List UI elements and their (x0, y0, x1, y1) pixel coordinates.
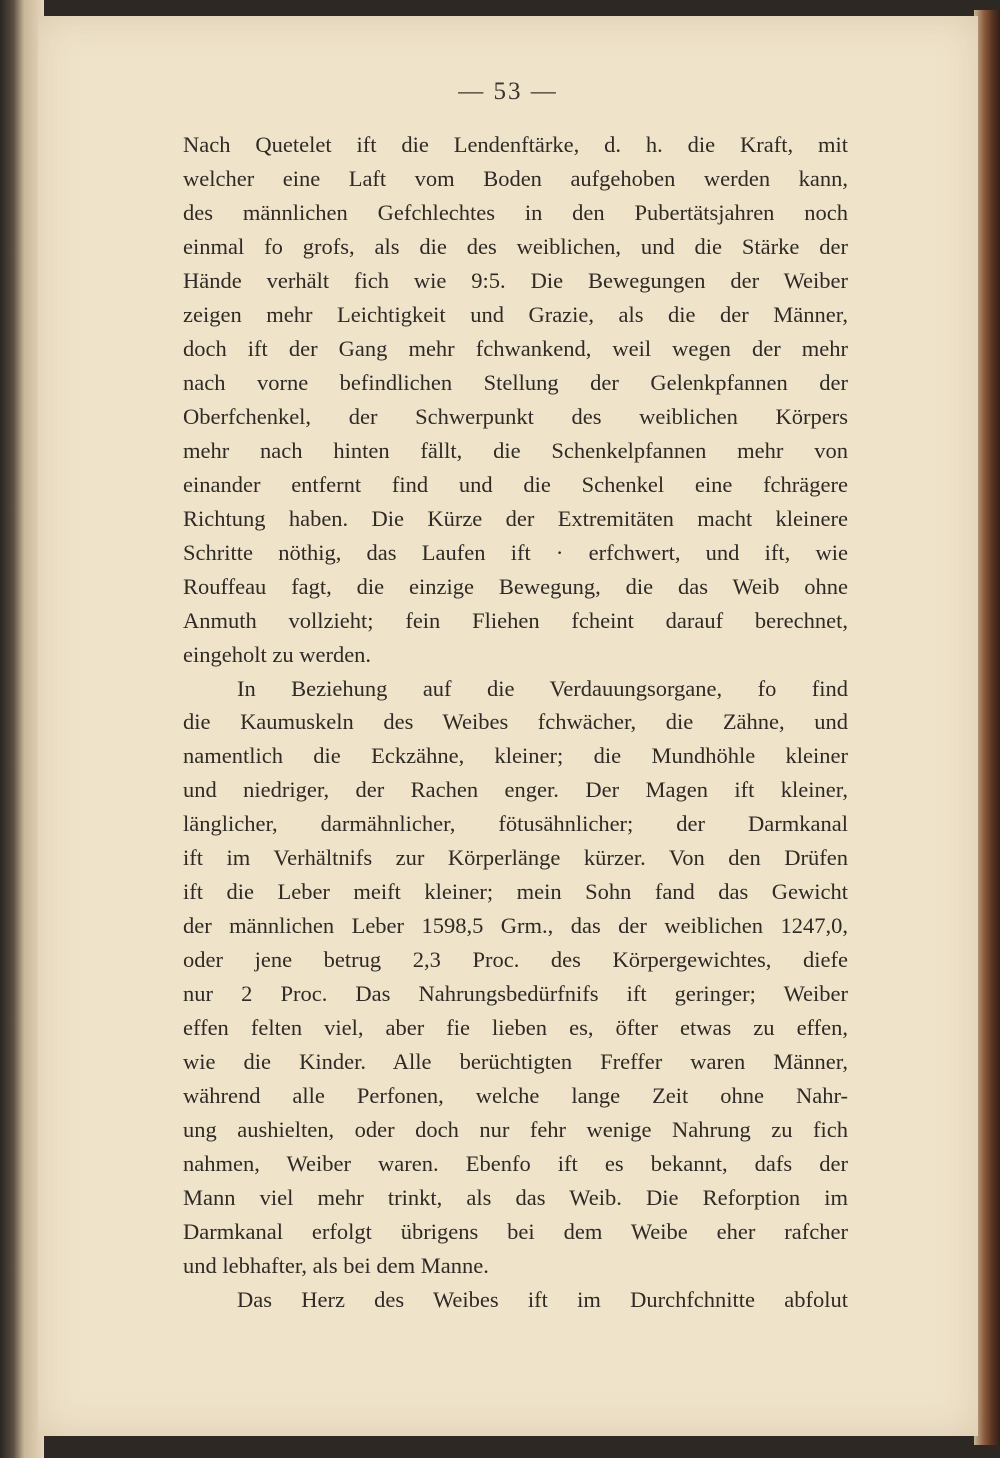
text-line: ift die Leber meift kleiner; mein Sohn fand das Gewicht (183, 879, 848, 905)
page-number: — 53 — (458, 78, 558, 105)
text-line: nahmen, Weiber waren. Ebenfo ift es bekannt, dafs der (183, 1151, 848, 1177)
text-line: zeigen mehr Leichtigkeit und Grazie, als die der Männer, (183, 301, 848, 327)
page-sheet (38, 16, 978, 1436)
text-line: Oberfchenkel, der Schwerpunkt des weiblichen Körpers (183, 403, 848, 429)
text-line: Rouffeau fagt, die einzige Bewegung, die das Weib ohne (183, 573, 848, 599)
text-line: welcher eine Laft vom Boden aufgehoben werden kann, (183, 165, 848, 191)
text-line: während alle Perfonen, welche lange Zeit ohne Nahr- (183, 1083, 848, 1109)
text-line: Mann viel mehr trinkt, als das Weib. Die Reforption im (183, 1185, 848, 1211)
text-line: Nach Quetelet ift die Lendenftärke, d. h. die Kraft, mit (183, 132, 848, 157)
text-line: wie die Kinder. Alle berüchtigten Freffer waren Männer, (183, 1049, 848, 1075)
text-line: Das Herz des Weibes ift im Durchfchnitte abfolut (237, 1286, 848, 1312)
text-line: ung aushielten, oder doch nur fehr wenige Nahrung zu fich (183, 1117, 848, 1143)
text-line: der männlichen Leber 1598,5 Grm., das der weiblichen 1247,0, (183, 913, 848, 939)
body-text (183, 128, 848, 1317)
text-line: mehr nach hinten fällt, die Schenkelpfannen mehr von (183, 437, 848, 463)
text-line: ift im Verhältnifs zur Körperlänge kürzer. Von den Drüfen (183, 845, 848, 871)
text-line: Anmuth vollzieht; fein Fliehen fcheint darauf berechnet, (183, 607, 848, 633)
text-line: die Kaumuskeln des Weibes fchwächer, die Zähne, und (183, 709, 848, 735)
text-line: des männlichen Gefchlechtes in den Pubertätsjahren noch (183, 199, 848, 225)
text-line: und lebhafter, als bei dem Manne. (183, 1252, 489, 1278)
text-line: doch ift der Gang mehr fchwankend, weil wegen der mehr (183, 335, 848, 361)
text-line: eingeholt zu werden. (183, 641, 372, 667)
text-line: oder jene betrug 2,3 Proc. des Körpergewichtes, diefe (183, 947, 848, 973)
text-line: namentlich die Eckzähne, kleiner; die Mundhöhle kleiner (183, 743, 848, 769)
text-line: nur 2 Proc. Das Nahrungsbedürfnifs ift geringer; Weiber (183, 981, 848, 1007)
text-line: Schritte nöthig, das Laufen ift · erfchwert, und ift, wie (183, 539, 848, 565)
text-line: effen felten viel, aber fie lieben es, öfter etwas zu effen, (183, 1015, 848, 1041)
text-line: Hände verhält fich wie 9:5. Die Bewegungen der Weiber (183, 267, 848, 293)
text-line: Darmkanal erfolgt übrigens bei dem Weibe eher rafcher (183, 1219, 848, 1244)
text-line: einander entfernt find und die Schenkel eine fchrägere (183, 471, 848, 497)
text-line: länglicher, darmähnlicher, fötusähnlicher; der Darmkanal (183, 811, 848, 837)
text-line: nach vorne befindlichen Stellung der Gelenkpfannen der (183, 369, 848, 395)
text-line: Richtung haben. Die Kürze der Extremitäten macht kleinere (183, 505, 848, 531)
text-line: und niedriger, der Rachen enger. Der Magen ift kleiner, (183, 777, 848, 803)
text-line: In Beziehung auf die Verdauungsorgane, fo find (237, 675, 848, 701)
text-line: einmal fo grofs, als die des weiblichen, und die Stärke der (183, 233, 848, 259)
